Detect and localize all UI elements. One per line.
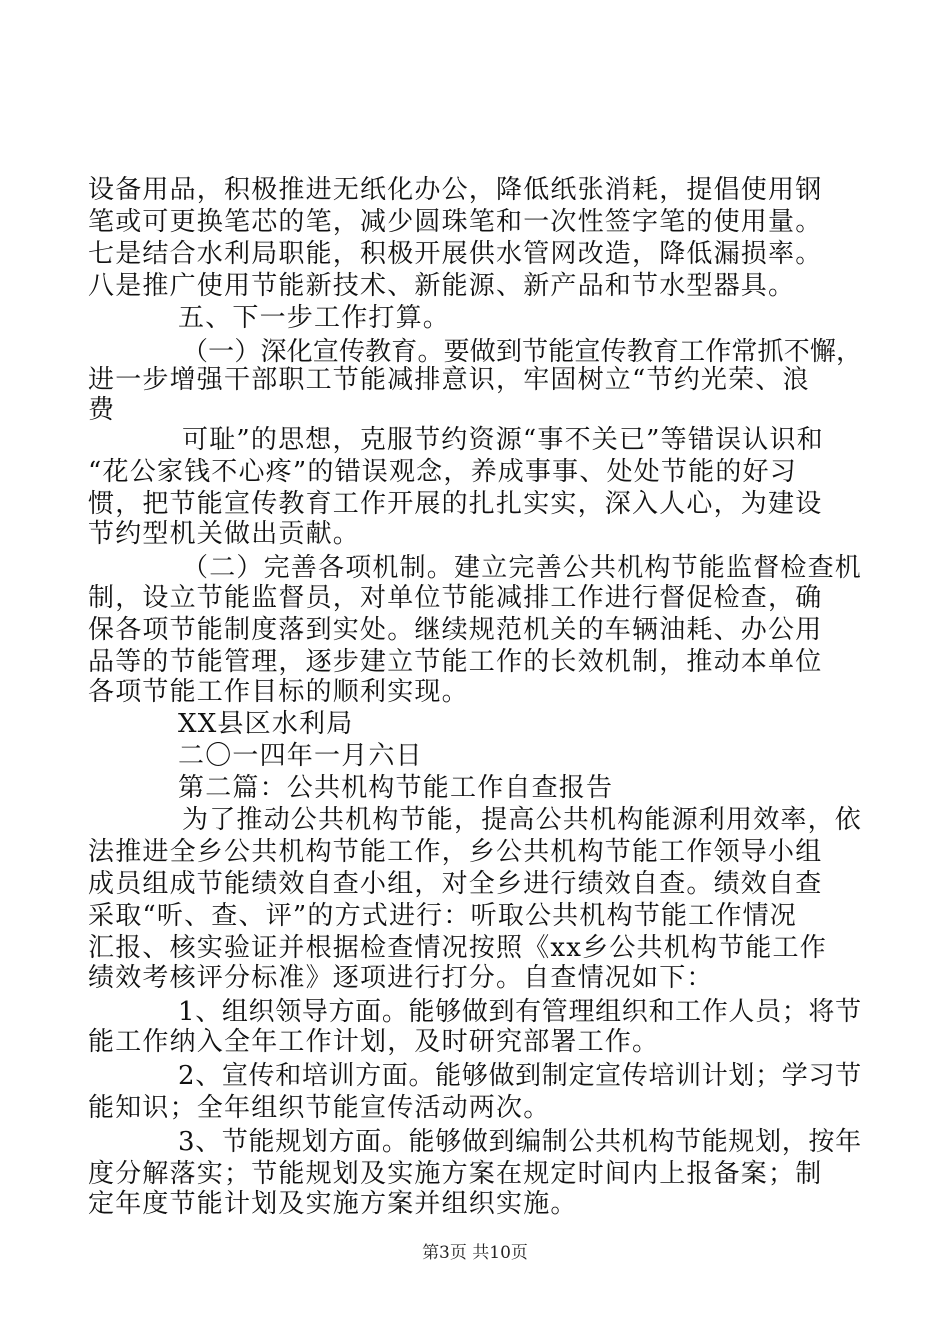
text-line: （二）完善各项机制。建立完善公共机构节能监督检查机 bbox=[182, 553, 863, 583]
page-indicator: 第3页 共10页 bbox=[422, 1243, 528, 1263]
text-line: 节约型机关做出贡献。 bbox=[88, 519, 361, 549]
text-line: 品等的节能管理，逐步建立节能工作的长效机制，推动本单位 bbox=[88, 647, 823, 677]
section-heading: 五、下一步工作打算。 bbox=[178, 303, 451, 333]
text-line: 绩效考核评分标准》逐项进行打分。自查情况如下： bbox=[88, 963, 714, 993]
text-line: 采取“听、查、评”的方式进行：听取公共机构节能工作情况 bbox=[88, 901, 797, 931]
text-line: （一）深化宣传教育。要做到节能宣传教育工作常抓不懈， bbox=[182, 337, 863, 367]
page-footer bbox=[0, 1242, 950, 1264]
text-line: 费 bbox=[88, 395, 116, 425]
text-line: 保各项节能制度落到实处。继续规范机关的车辆油耗、办公用 bbox=[88, 615, 823, 645]
text-line: 成员组成节能绩效自查小组，对全乡进行绩效自查。绩效自查 bbox=[88, 869, 823, 899]
text-line: 为了推动公共机构节能，提高公共机构能源利用效率，依 bbox=[182, 805, 863, 835]
text-line: 笔或可更换笔芯的笔，减少圆珠笔和一次性签字笔的使用量。 bbox=[88, 207, 823, 237]
text-line: 可耻”的思想，克服节约资源“事不关已”等错误认识和 bbox=[182, 425, 824, 455]
text-line: 定年度节能计划及实施方案并组织实施。 bbox=[88, 1189, 578, 1219]
text-line: 七是结合水利局职能，积极开展供水管网改造，降低漏损率。 bbox=[88, 239, 823, 269]
text-line: 设备用品，积极推进无纸化办公，降低纸张消耗，提倡使用钢 bbox=[88, 175, 823, 205]
text-line: 能工作纳入全年工作计划，及时研究部署工作。 bbox=[88, 1027, 660, 1057]
list-item: 2、宣传和培训方面。能够做到制定宣传培训计划；学习节 bbox=[178, 1061, 862, 1091]
text-line: 八是推广使用节能新技术、新能源、新产品和节水型器具。 bbox=[88, 271, 796, 301]
organization-signature: XX县区水利局 bbox=[178, 709, 354, 739]
text-line: 度分解落实；节能规划及实施方案在规定时间内上报备案；制 bbox=[88, 1159, 823, 1189]
text-line: 汇报、核实验证并根据检查情况按照《xx乡公共机构节能工作 bbox=[88, 933, 827, 963]
text-line: 制，设立节能监督员，对单位节能减排工作进行督促检查，确 bbox=[88, 583, 823, 613]
text-line: 能知识；全年组织节能宣传活动两次。 bbox=[88, 1093, 551, 1123]
signature-date: 二〇一四年一月六日 bbox=[178, 741, 423, 771]
list-item: 3、节能规划方面。能够做到编制公共机构节能规划，按年 bbox=[178, 1127, 862, 1157]
text-line: “花公家钱不心疼”的错误观念，养成事事、处处节能的好习 bbox=[88, 457, 797, 487]
list-item: 1、组织领导方面。能够做到有管理组织和工作人员；将节 bbox=[178, 997, 862, 1027]
text-line: 法推进全乡公共机构节能工作，乡公共机构节能工作领导小组 bbox=[88, 837, 823, 867]
text-line: 各项节能工作目标的顺利实现。 bbox=[88, 677, 469, 707]
text-line: 惯，把节能宣传教育工作开展的扎扎实实，深入人心，为建设 bbox=[88, 489, 823, 519]
text-line: 进一步增强干部职工节能减排意识，牢固树立“节约光荣、浪 bbox=[88, 365, 810, 395]
chapter-title: 第二篇：公共机构节能工作自查报告 bbox=[178, 773, 614, 803]
